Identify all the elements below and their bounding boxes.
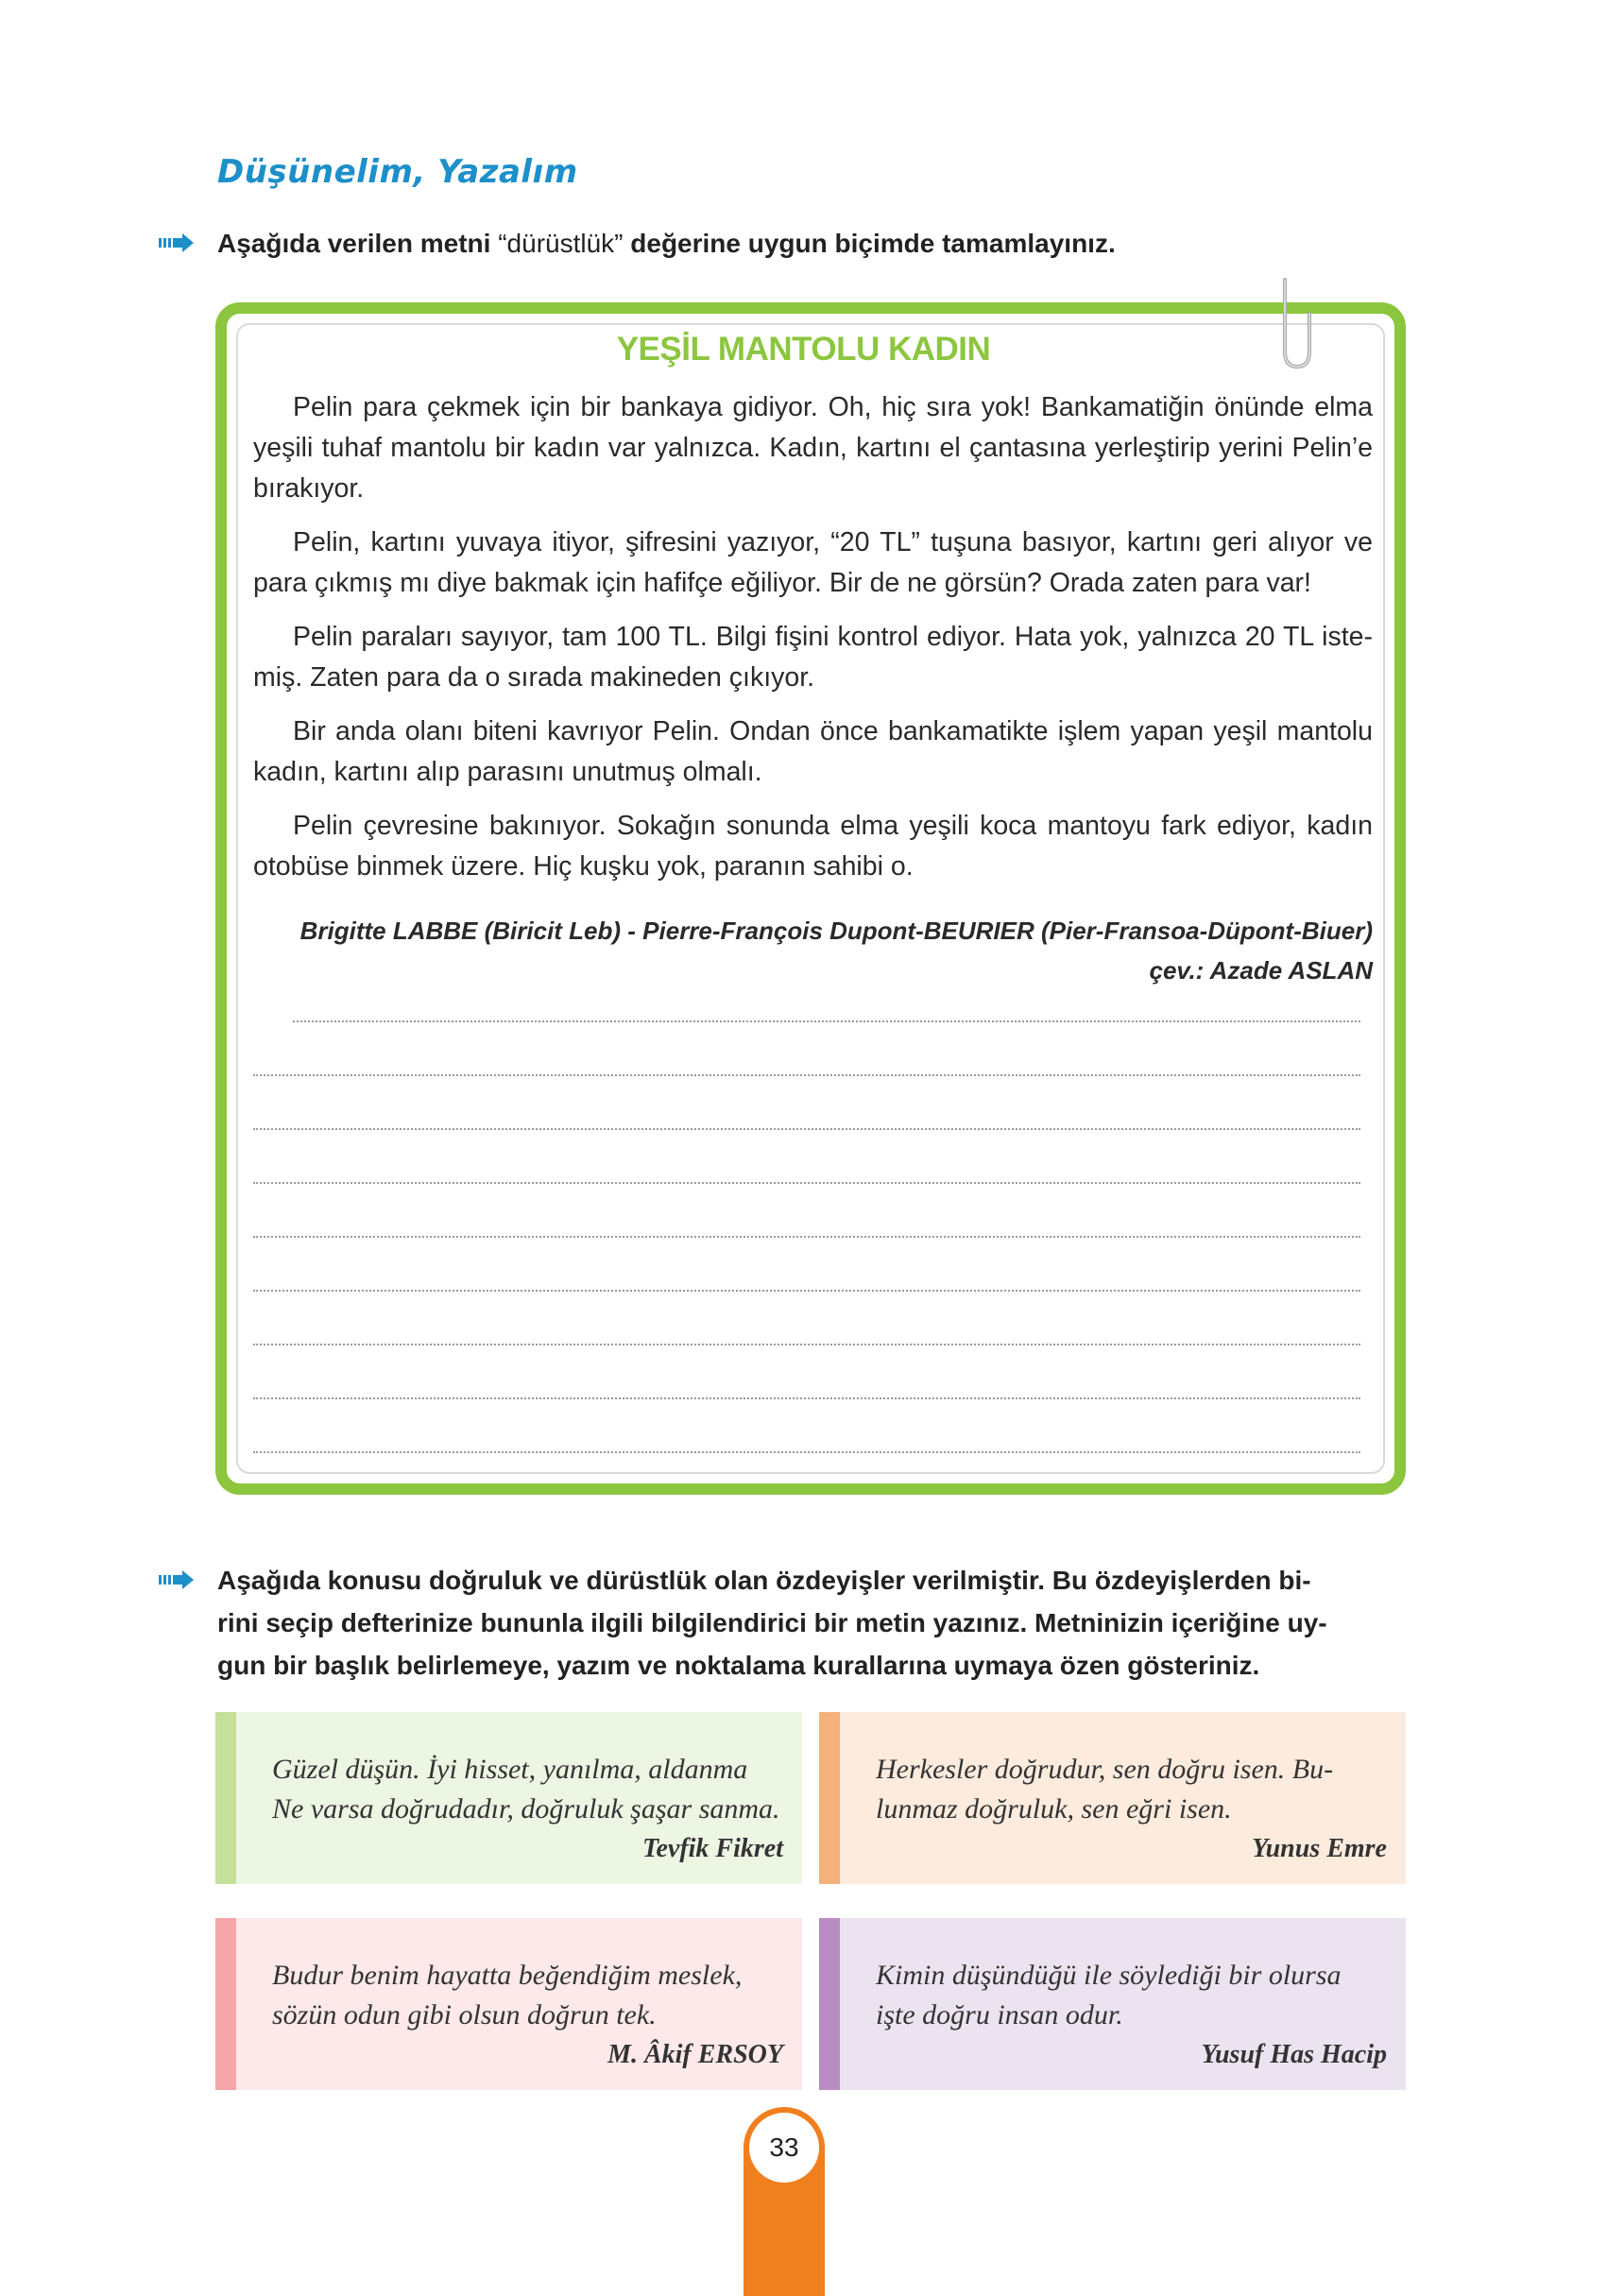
- quote-line: Herkesler doğrudur, sen doğru isen. Bu-: [876, 1754, 1334, 1785]
- quote-author: Yusuf Has Hacip: [1201, 2040, 1387, 2069]
- story-attribution: [300, 911, 1373, 990]
- instruction-keyword: “dürüstlük”: [498, 229, 624, 258]
- story-paragraph: Pelin çevresine bakınıyor. Sokağın sonunda elma yeşili koca mantoyu fark ediyor, kadın otobüse binmek üzere. Hiç kuşku yok, paranın sahibi o.: [253, 811, 1373, 882]
- quote-card-akif-ersoy: [215, 1918, 802, 2090]
- quote-line: sözün odun gibi olsun doğrun tek.: [272, 1999, 657, 2030]
- writing-line[interactable]: [253, 1182, 1360, 1184]
- quote-line: Ne varsa doğrudadır, doğruluk şaşar sanma.: [272, 1793, 780, 1825]
- quote-card-tevfik-fikret: [215, 1712, 802, 1884]
- arrow-bullet-icon: [159, 1569, 197, 1590]
- quote-line: işte doğru insan odur.: [876, 1999, 1123, 2030]
- instruction-part: değerine uygun biçimde tamamlayınız.: [623, 229, 1116, 258]
- quote-line: Kimin düşündüğü ile söylediği bir olursa: [876, 1960, 1342, 1991]
- arrow-bullet-icon: [159, 232, 197, 253]
- instruction-write-text: [217, 1559, 1408, 1687]
- quote-line: Güzel düşün. İyi hisset, yanılma, aldanma: [272, 1754, 748, 1785]
- quote-card-yunus-emre: [819, 1712, 1406, 1884]
- writing-line[interactable]: [253, 1451, 1360, 1453]
- writing-line[interactable]: [253, 1397, 1360, 1399]
- writing-line[interactable]: [253, 1074, 1360, 1076]
- quote-author: Yunus Emre: [1252, 1834, 1387, 1863]
- quote-author: M. Âkif ERSOY: [607, 2040, 783, 2069]
- quote-line: Budur benim hayatta beğendiğim meslek,: [272, 1960, 743, 1991]
- page-number: 33: [749, 2113, 819, 2183]
- story-paragraph: Pelin para çekmek için bir bankaya gidiyor. Oh, hiç sıra yok! Bankamatiğin önünde elma yeşili tuhaf mantolu bir kadın var yalnızca. Kadın, kartını el çantasına yerleştirip yerini Pelin’e bırakıyor.: [253, 392, 1373, 504]
- writing-line[interactable]: [253, 1344, 1360, 1345]
- instruction-part: Aşağıda verilen metni: [217, 229, 499, 258]
- section-title: Düşünelim, Yazalım: [217, 153, 578, 191]
- story-translator: çev.: Azade ASLAN: [1149, 956, 1373, 985]
- quote-line: lunmaz doğruluk, sen eğri isen.: [876, 1793, 1232, 1825]
- quote-card-yusuf-has-hacip: [819, 1918, 1406, 2090]
- writing-line[interactable]: [253, 1128, 1360, 1130]
- instruction-line: Aşağıda konusu doğruluk ve dürüstlük olan özdeyişler verilmiştir. Bu özdeyişlerden bi-: [217, 1566, 1311, 1595]
- story-text: [253, 387, 1373, 900]
- writing-line[interactable]: [293, 1020, 1360, 1022]
- story-paragraph: Bir anda olanı biteni kavrıyor Pelin. Ondan önce bankamatikte işlem yapan yeşil mantolu kadın, kartını alıp parasını unutmuş olmalı.: [253, 716, 1373, 787]
- instruction-line: gun bir başlık belirlemeye, yazım ve noktalama kurallarına uymaya özen gösteriniz.: [217, 1651, 1260, 1680]
- story-paragraph: Pelin paraları sayıyor, tam 100 TL. Bilgi fişini kontrol ediyor. Hata yok, yalnızca 20 TL istemiş. Zaten para da o sırada makineden çıkıyor.: [253, 622, 1373, 693]
- quote-author: Tevfik Fikret: [641, 1834, 783, 1863]
- writing-line[interactable]: [253, 1236, 1360, 1238]
- instruction-complete-text: [217, 222, 1116, 265]
- story-paragraph: Pelin, kartını yuvaya itiyor, şifresini yazıyor, “20 TL” tuşuna basıyor, kartını geri alıyor ve para çıkmış mı diye bakmak için hafifçe eğiliyor. Bir de ne görsün? Orada zaten para var!: [253, 527, 1373, 598]
- writing-line[interactable]: [253, 1290, 1360, 1292]
- story-author: Brigitte LABBE (Biricit Leb) - Pierre-François Dupont-BEURIER (Pier-Fransoa-Düpont-Biuer): [299, 917, 1373, 945]
- instruction-line: rini seçip defterinize bununla ilgili bilgilendirici bir metin yazınız. Metninizin içeriğine uy-: [217, 1608, 1327, 1637]
- story-title: YEŞİL MANTOLU KADIN: [616, 331, 991, 368]
